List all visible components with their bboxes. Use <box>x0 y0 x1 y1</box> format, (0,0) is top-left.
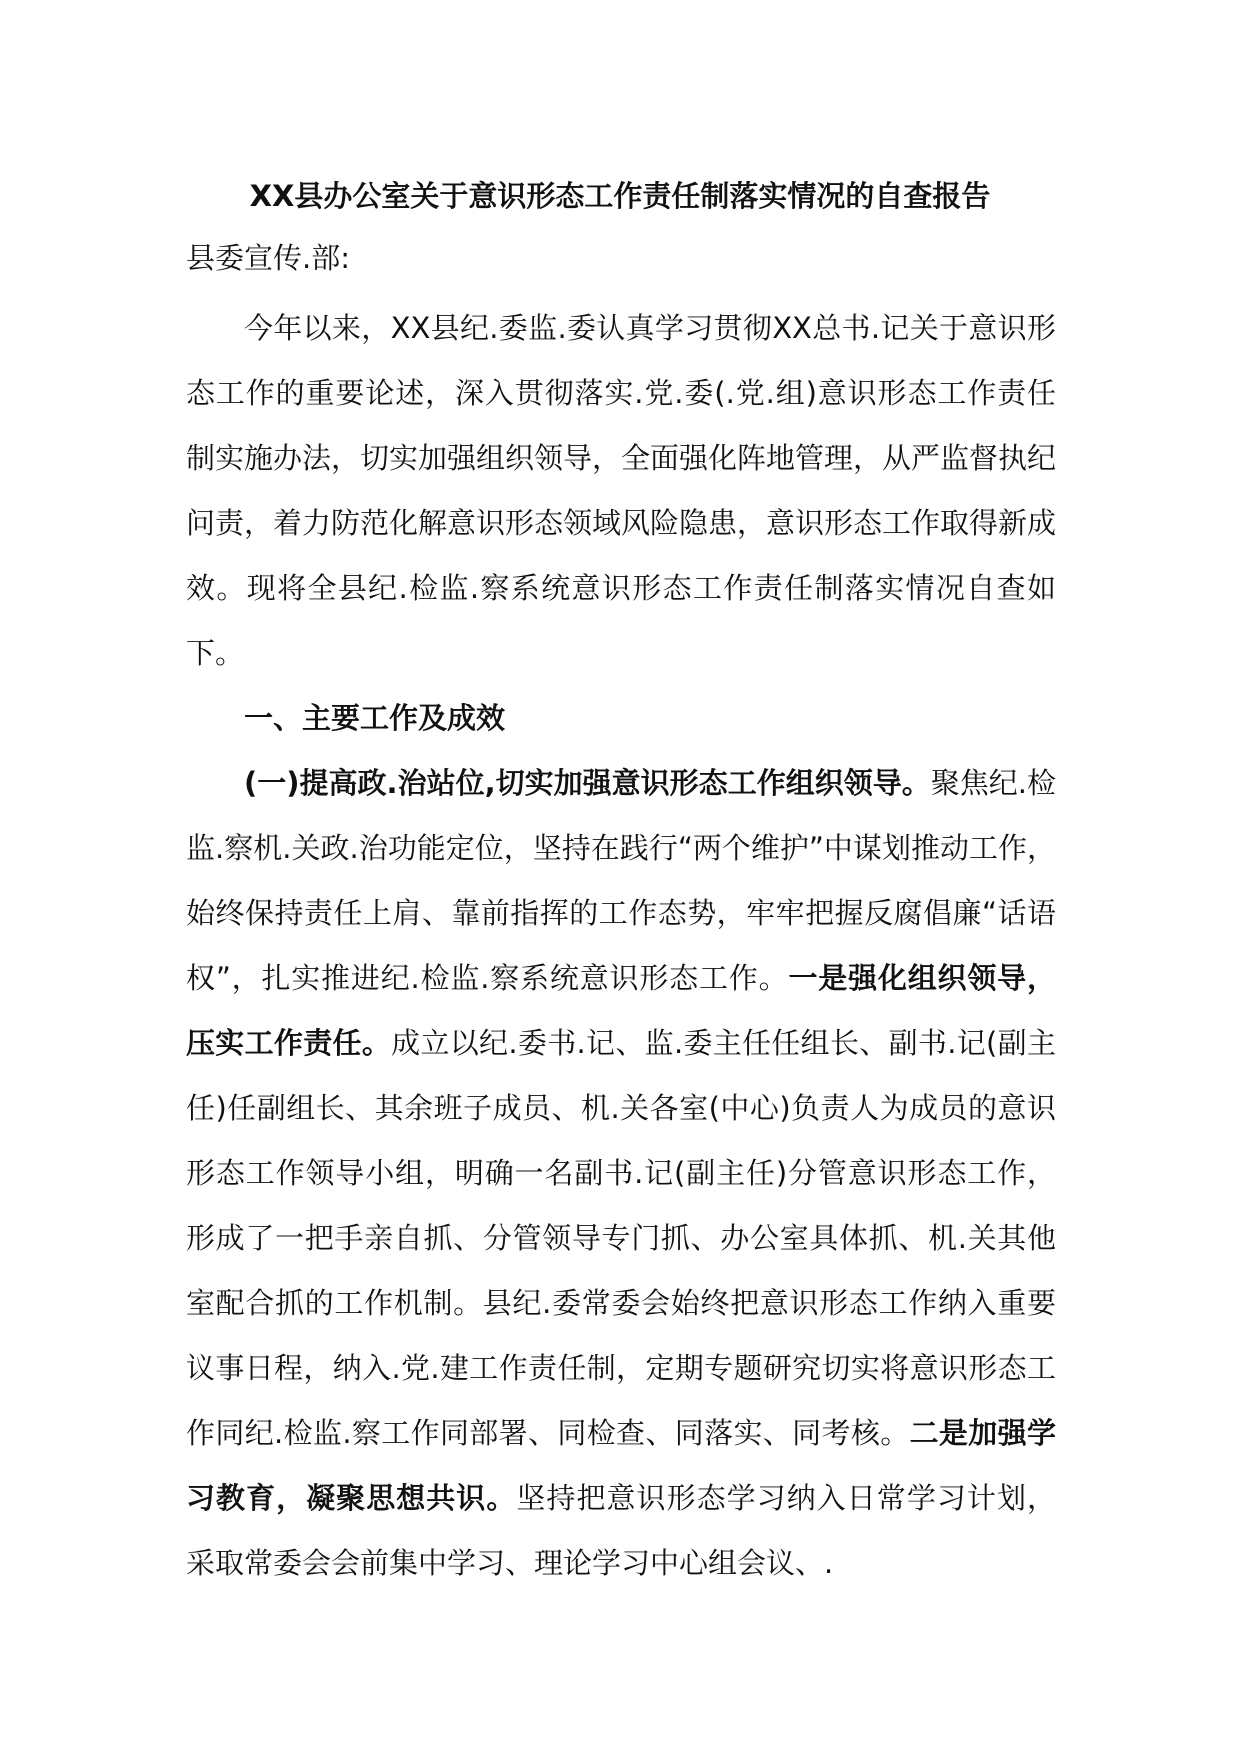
point-1-text: 成立以纪.委书.记、监.委主任任组长、副书.记(副主任)任副组长、其余班子成员、机.关各室(中心)负责人为成员的意识形态工作领导小组，明确一名副书.记(副主任)分管意识形态工作，形成了一把手亲自抓、分管领导专门抓、办公室具体抓、机.关其他室配合抓的工作机制。县纪.委常委会始终把意识形态工作纳入重要议事日程，纳入.党.建工作责任制，定期专题研究切实将意识形态工作同纪.检监.察工作同部署、同检查、同落实、同考核。 <box>186 1026 1056 1450</box>
salutation: 县委宣传.部: <box>186 241 350 275</box>
section-1-text: 聚焦纪.检监.察机.关政.治功能定位，坚持在践行“两个维护”中谋划推动工作，始终保持责任上肩、靠前指挥的工作态势，牢牢把握反腐倡廉“话语权”，扎实推进纪.检监.察系统意识形态工作。 <box>186 766 1056 995</box>
section-heading: 一、主要工作及成效 <box>244 701 506 735</box>
section-1-paragraph <box>186 751 1056 1596</box>
intro-paragraph: 今年以来，XX县纪.委监.委认真学习贯彻XX总书.记关于意识形态工作的重要论述，深入贯彻落实.党.委(.党.组)意识形态工作责任制实施办法，切实加强组织领导，全面强化阵地管理，从严监督执纪问责，着力防范化解意识形态领域风险隐患，意识形态工作取得新成效。现将全县纪.检监.察系统意识形态工作责任制落实情况自查如下。 <box>186 311 1057 670</box>
point-2-text: 坚持把意识形态学习纳入日常学习计划，采取常委会会前集中学习、理论学习中心组会议、. <box>186 1481 1056 1580</box>
point-1-heading: 一是强化组织领导，压实工作责任。 <box>186 961 1056 1060</box>
point-2-heading: 二是加强学习教育，凝聚思想共识。 <box>186 1416 1056 1515</box>
document-title: XX县办公室关于意识形态工作责任制落实情况的自查报告 <box>249 179 991 213</box>
section-1-subheading: (一)提高政.治站位,切实加强意识形态工作组织领导。 <box>244 766 931 800</box>
